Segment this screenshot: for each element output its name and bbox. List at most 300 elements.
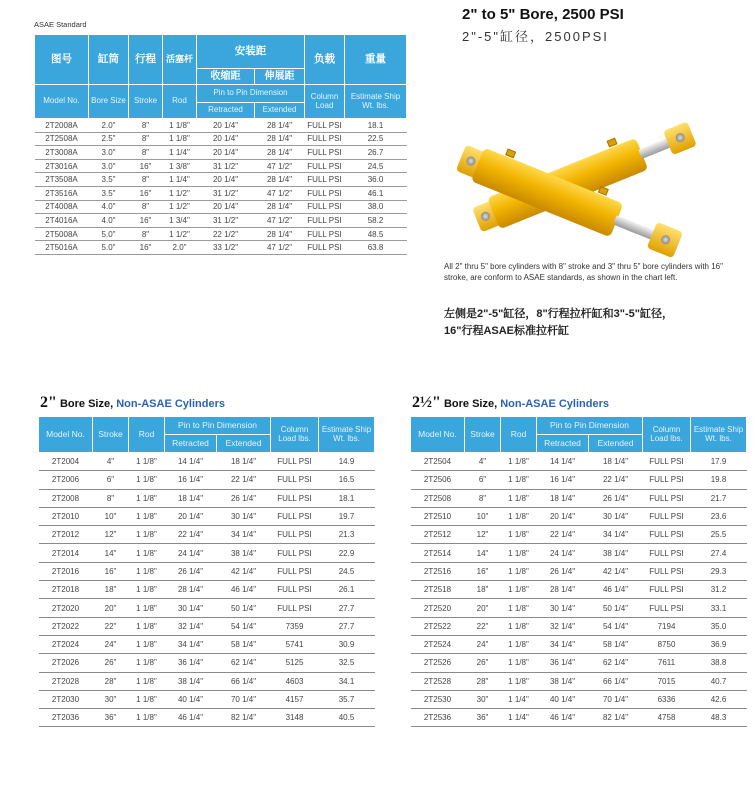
table2-cell: 2T2014 (39, 544, 93, 562)
asae-table-cell: 31 1/2" (197, 159, 255, 173)
asae-table-row (35, 200, 407, 214)
asae-table-cell: 46.1 (345, 186, 407, 200)
table2-row (39, 654, 375, 672)
asae-table-row (35, 132, 407, 146)
asae-table-cell: 20 1/4" (197, 146, 255, 160)
asae-table-cell: 1 1/2" (163, 227, 197, 241)
table3-row (411, 471, 747, 489)
table3-cell: 10" (465, 507, 501, 525)
table2-cell: 24 1/4" (165, 544, 217, 562)
asae-table-cell: 8" (129, 146, 163, 160)
asae-table-cell: 33 1/2" (197, 241, 255, 255)
asae-table-row (35, 186, 407, 200)
table3-header-pin-to-pin: Pin to Pin Dimension (537, 417, 643, 435)
table3-cell: 54 1/4" (589, 617, 643, 635)
table3-cell: 20" (465, 599, 501, 617)
table3-cell: 1 1/8" (501, 544, 537, 562)
asae-table-cell: 28 1/4" (255, 132, 305, 146)
table3-cell: 62 1/4" (589, 654, 643, 672)
table3-cell: 66 1/4" (589, 672, 643, 690)
table2-cell: 24" (93, 635, 129, 653)
asae-table-cell: FULL PSI (305, 146, 345, 160)
table3-cell: 1 1/8" (501, 489, 537, 507)
table2-cell: 1 1/8" (129, 489, 165, 507)
table3-cell: 2T2514 (411, 544, 465, 562)
table2-cell: 30.9 (319, 635, 375, 653)
table3-cell: 8750 (643, 635, 691, 653)
asae-table-cell: 24.5 (345, 159, 407, 173)
asae-table-cell: 2T4016A (35, 214, 89, 228)
asae-table-cell: 8" (129, 132, 163, 146)
table3-cell: FULL PSI (643, 453, 691, 471)
table2-cell: 10" (93, 507, 129, 525)
asae-table-cell: 28 1/4" (255, 227, 305, 241)
table3-cell: 1 1/8" (501, 672, 537, 690)
table3-header-rod: Rod (501, 417, 537, 453)
asae-table-cell: 47 1/2" (255, 214, 305, 228)
table2-cell: FULL PSI (271, 507, 319, 525)
table3-cell: 2T2512 (411, 526, 465, 544)
asae-table-cell: 5.0" (89, 227, 129, 241)
table2-header-pin-to-pin: Pin to Pin Dimension (165, 417, 271, 435)
asae-table (34, 34, 407, 255)
table3-sub-retracted: Retracted (537, 435, 589, 453)
table3-cell: 1 1/8" (501, 617, 537, 635)
asae-table-cell: 4.0" (89, 214, 129, 228)
table2-cell: FULL PSI (271, 544, 319, 562)
asae-table-cell: 2T2508A (35, 132, 89, 146)
table3-cell: 30 1/4" (537, 599, 589, 617)
table3-cell: 7611 (643, 654, 691, 672)
table2-cell: 16.5 (319, 471, 375, 489)
table2-cell: FULL PSI (271, 599, 319, 617)
table2-cell: FULL PSI (271, 581, 319, 599)
zh-header-stroke: 行程 (129, 35, 163, 85)
table2-cell: 66 1/4" (217, 672, 271, 690)
table3-header-ship-wt: Estimate Ship Wt. lbs. (691, 417, 747, 453)
en-header-bore: Bore Size (89, 85, 129, 119)
table2-cell: 2T2018 (39, 581, 93, 599)
asae-table-cell: 2T3516A (35, 186, 89, 200)
table2 (38, 416, 375, 727)
table2-cell: 30 1/4" (165, 599, 217, 617)
table3-cell: FULL PSI (643, 544, 691, 562)
asae-table-cell: 1 1/2" (163, 200, 197, 214)
table3-cell: 25.5 (691, 526, 747, 544)
table2-cell: 2T2026 (39, 654, 93, 672)
table3 (410, 416, 747, 727)
table3-cell: 30 1/4" (589, 507, 643, 525)
asae-table-cell: FULL PSI (305, 173, 345, 187)
asae-table-cell: 31 1/2" (197, 186, 255, 200)
table3-cell: 20 1/4" (537, 507, 589, 525)
table3-row (411, 489, 747, 507)
cylinder-illustration (440, 60, 740, 260)
asae-table-row (35, 227, 407, 241)
table2-cell: 28 1/4" (165, 581, 217, 599)
table2-cell: 36" (93, 709, 129, 727)
table2-cell: 2T2030 (39, 690, 93, 708)
table3-cell: 2T2526 (411, 654, 465, 672)
table2-cell: 1 1/8" (129, 507, 165, 525)
table3-cell: 1 1/8" (501, 654, 537, 672)
table3-cell: 14" (465, 544, 501, 562)
table2-cell: 82 1/4" (217, 709, 271, 727)
table3-cell: 7015 (643, 672, 691, 690)
table2-row (39, 672, 375, 690)
asae-table-cell: FULL PSI (305, 214, 345, 228)
asae-table-cell: 20 1/4" (197, 200, 255, 214)
asae-table-cell: 2T4008A (35, 200, 89, 214)
table2-cell: FULL PSI (271, 526, 319, 544)
table2-cell: 58 1/4" (217, 635, 271, 653)
table2-cell: FULL PSI (271, 453, 319, 471)
asae-table-cell: FULL PSI (305, 119, 345, 133)
table3-header-stroke: Stroke (465, 417, 501, 453)
asae-table-cell: 5.0" (89, 241, 129, 255)
table3-cell: 40 1/4" (537, 690, 589, 708)
asae-table-cell: FULL PSI (305, 241, 345, 255)
table3-cell: 36.9 (691, 635, 747, 653)
table3-cell: 2T2528 (411, 672, 465, 690)
table2-cell: 18 1/4" (165, 489, 217, 507)
table3-row (411, 581, 747, 599)
table3-cell: FULL PSI (643, 599, 691, 617)
table2-title (40, 394, 225, 412)
table2-cell: 18 1/4" (217, 453, 271, 471)
table3-cell: 50 1/4" (589, 599, 643, 617)
table3-cell: FULL PSI (643, 489, 691, 507)
table3-row (411, 526, 747, 544)
table2-cell: 2T2006 (39, 471, 93, 489)
asae-table-cell: 22.5 (345, 132, 407, 146)
table2-row (39, 544, 375, 562)
table3-cell: 40.7 (691, 672, 747, 690)
table3-cell: 82 1/4" (589, 709, 643, 727)
table2-cell: FULL PSI (271, 489, 319, 507)
table2-cell: 36 1/4" (165, 654, 217, 672)
table3-cell: 70 1/4" (589, 690, 643, 708)
table3-cell: 42 1/4" (589, 562, 643, 580)
table3-cell: 58 1/4" (589, 635, 643, 653)
table3-cell: 2T2530 (411, 690, 465, 708)
table3-cell: 26 1/4" (589, 489, 643, 507)
table3-cell: 1 1/4" (501, 709, 537, 727)
table2-row (39, 635, 375, 653)
zh-header-install: 安装距 (197, 35, 305, 69)
table2-cell: 27.7 (319, 617, 375, 635)
asae-table-cell: 63.8 (345, 241, 407, 255)
table2-cell: 16" (93, 562, 129, 580)
table2-cell: 14.9 (319, 453, 375, 471)
table3-cell: 26 1/4" (537, 562, 589, 580)
asae-table-cell: FULL PSI (305, 186, 345, 200)
table3-title-blue: Non-ASAE Cylinders (500, 398, 609, 410)
table2-cell: 1 1/8" (129, 635, 165, 653)
table2-row (39, 581, 375, 599)
table2-cell: 54 1/4" (217, 617, 271, 635)
table3-cell: 1 1/8" (501, 635, 537, 653)
table2-cell: 1 1/8" (129, 690, 165, 708)
table3-sub-extended: Extended (589, 435, 643, 453)
table2-cell: 2T2020 (39, 599, 93, 617)
table2-row (39, 599, 375, 617)
table3-cell: 6336 (643, 690, 691, 708)
zh-header-bore: 缸筒 (89, 35, 129, 85)
table2-row (39, 453, 375, 471)
table2-cell: 32 1/4" (165, 617, 217, 635)
table3-cell: 2T2524 (411, 635, 465, 653)
table3-cell: 6" (465, 471, 501, 489)
asae-table-cell: 8" (129, 173, 163, 187)
table3-cell: 31.2 (691, 581, 747, 599)
table2-cell: 26 1/4" (165, 562, 217, 580)
table2-cell: 2T2010 (39, 507, 93, 525)
asae-table-cell: 26.7 (345, 146, 407, 160)
asae-table-cell: 1 3/8" (163, 159, 197, 173)
asae-table-cell: 16" (129, 214, 163, 228)
asae-table-cell: 1 1/4" (163, 173, 197, 187)
table3-cell: 23.6 (691, 507, 747, 525)
en-header-column-load: Column Load (305, 85, 345, 119)
table2-cell: 38 1/4" (217, 544, 271, 562)
table2-cell: 34 1/4" (165, 635, 217, 653)
table3-cell: 19.8 (691, 471, 747, 489)
table2-header-model: Model No. (39, 417, 93, 453)
table2-cell: 1 1/8" (129, 544, 165, 562)
table2-cell: 32.5 (319, 654, 375, 672)
table3-cell: 8" (465, 489, 501, 507)
table2-title-size: 2" (40, 394, 57, 411)
table2-cell: FULL PSI (271, 471, 319, 489)
table2-cell: 4603 (271, 672, 319, 690)
zh-header-model: 图号 (35, 35, 89, 85)
table3-cell: 18 1/4" (589, 453, 643, 471)
zh-header-rod: 活塞杆 (163, 35, 197, 85)
table2-cell: 46 1/4" (165, 709, 217, 727)
table2-row (39, 507, 375, 525)
table3-cell: 2T2504 (411, 453, 465, 471)
table3-cell: FULL PSI (643, 507, 691, 525)
table2-cell: 2T2008 (39, 489, 93, 507)
description-zh-line-1: 左侧是2"-5"缸径，8"行程拉杆缸和3"-5"缸径， (444, 308, 673, 320)
table3-cell: 18" (465, 581, 501, 599)
table2-cell: 1 1/8" (129, 471, 165, 489)
table2-cell: 40 1/4" (165, 690, 217, 708)
asae-table-cell: 58.2 (345, 214, 407, 228)
table3-row (411, 617, 747, 635)
table3-cell: 12" (465, 526, 501, 544)
table3-cell: 1 1/8" (501, 471, 537, 489)
asae-table-cell: 16" (129, 241, 163, 255)
table2-cell: 2T2012 (39, 526, 93, 544)
table2-cell: 4" (93, 453, 129, 471)
table3-cell: 42.6 (691, 690, 747, 708)
asae-table-cell: 28 1/4" (255, 119, 305, 133)
table2-sub-extended: Extended (217, 435, 271, 453)
asae-table-cell: 3.0" (89, 146, 129, 160)
table2-title-blue: Non-ASAE Cylinders (116, 398, 225, 410)
en-sub-extended: Extended (255, 103, 305, 119)
asae-table-cell: 8" (129, 119, 163, 133)
table3-cell: 2T2510 (411, 507, 465, 525)
table3-cell: 34 1/4" (589, 526, 643, 544)
table3-cell: 22" (465, 617, 501, 635)
table2-cell: 22 1/4" (165, 526, 217, 544)
table3-cell: 18 1/4" (537, 489, 589, 507)
asae-table-cell: 20 1/4" (197, 119, 255, 133)
table2-cell: 42 1/4" (217, 562, 271, 580)
asae-table-cell: 2T3016A (35, 159, 89, 173)
table3-cell: FULL PSI (643, 581, 691, 599)
asae-table-cell: 2T5016A (35, 241, 89, 255)
table2-cell: 2T2022 (39, 617, 93, 635)
table3-cell: 2T2536 (411, 709, 465, 727)
table2-cell: 30 1/4" (217, 507, 271, 525)
zh-header-load: 负载 (305, 35, 345, 85)
table2-cell: 19.7 (319, 507, 375, 525)
asae-table-cell: 8" (129, 200, 163, 214)
asae-table-cell: 28 1/4" (255, 200, 305, 214)
table2-cell: 21.3 (319, 526, 375, 544)
table2-cell: 18" (93, 581, 129, 599)
asae-table-cell: 3.0" (89, 159, 129, 173)
table3-row (411, 507, 747, 525)
table3-cell: 24" (465, 635, 501, 653)
table3-cell: 2T2518 (411, 581, 465, 599)
zh-header-weight: 重量 (345, 35, 407, 85)
asae-table-cell: 1 1/4" (163, 146, 197, 160)
table2-cell: 18.1 (319, 489, 375, 507)
table3-header-model: Model No. (411, 417, 465, 453)
table2-cell: 2T2016 (39, 562, 93, 580)
asae-table-cell: 2T5008A (35, 227, 89, 241)
table2-row (39, 690, 375, 708)
table2-cell: 28" (93, 672, 129, 690)
table2-cell: 22" (93, 617, 129, 635)
asae-table-cell: 22 1/2" (197, 227, 255, 241)
table2-cell: 30" (93, 690, 129, 708)
table2-row (39, 489, 375, 507)
asae-table-cell: 28 1/4" (255, 146, 305, 160)
table3-cell: 28 1/4" (537, 581, 589, 599)
table3-row (411, 635, 747, 653)
asae-table-cell: 47 1/2" (255, 186, 305, 200)
asae-table-cell: 2T2008A (35, 119, 89, 133)
asae-table-cell: 2.5" (89, 132, 129, 146)
table3-cell: 16" (465, 562, 501, 580)
table3-title-mid: Bore Size, (440, 398, 501, 410)
en-header-stroke: Stroke (129, 85, 163, 119)
asae-table-cell: 16" (129, 186, 163, 200)
table2-cell: 24.5 (319, 562, 375, 580)
table2-cell: 1 1/8" (129, 654, 165, 672)
table3-cell: 2T2520 (411, 599, 465, 617)
table3-cell: 35.0 (691, 617, 747, 635)
asae-table-cell: 28 1/4" (255, 173, 305, 187)
table3-row (411, 544, 747, 562)
asae-table-row (35, 146, 407, 160)
table3-cell: FULL PSI (643, 526, 691, 544)
table2-row (39, 562, 375, 580)
table3-header-column-load: Column Load lbs. (643, 417, 691, 453)
table2-cell: 8" (93, 489, 129, 507)
table3-cell: 38.8 (691, 654, 747, 672)
table2-cell: 20 1/4" (165, 507, 217, 525)
table2-cell: 4157 (271, 690, 319, 708)
asae-table-cell: 47 1/2" (255, 159, 305, 173)
table3-cell: 2T2522 (411, 617, 465, 635)
en-header-rod: Rod (163, 85, 197, 119)
table2-cell: 26" (93, 654, 129, 672)
description-zh-line-2: 16"行程ASAE标准拉杆缸 (444, 325, 570, 338)
asae-table-row (35, 173, 407, 187)
table2-cell: 62 1/4" (217, 654, 271, 672)
table3-cell: 24 1/4" (537, 544, 589, 562)
table2-cell: 2T2004 (39, 453, 93, 471)
table2-cell: 5741 (271, 635, 319, 653)
table2-cell: 40.5 (319, 709, 375, 727)
table3-cell: 46 1/4" (537, 709, 589, 727)
table2-cell: 35.7 (319, 690, 375, 708)
zh-sub-extended: 伸展距 (255, 69, 305, 85)
table3-cell: 46 1/4" (589, 581, 643, 599)
table2-cell: 38 1/4" (165, 672, 217, 690)
table2-row (39, 526, 375, 544)
table3-cell: 1 1/8" (501, 526, 537, 544)
table2-cell: 1 1/8" (129, 599, 165, 617)
table2-row (39, 471, 375, 489)
table2-cell: 46 1/4" (217, 581, 271, 599)
table2-cell: 2T2036 (39, 709, 93, 727)
table3-row (411, 709, 747, 727)
zh-sub-retracted: 收缩距 (197, 69, 255, 85)
asae-table-cell: FULL PSI (305, 159, 345, 173)
table3-cell: 36 1/4" (537, 654, 589, 672)
asae-table-cell: 20 1/4" (197, 173, 255, 187)
asae-table-cell: 48.5 (345, 227, 407, 241)
table3-cell: 4" (465, 453, 501, 471)
table3-cell: 2T2516 (411, 562, 465, 580)
table3-row (411, 690, 747, 708)
table2-cell: 2T2028 (39, 672, 93, 690)
table2-cell: 1 1/8" (129, 709, 165, 727)
table2-cell: 1 1/8" (129, 526, 165, 544)
asae-table-cell: 8" (129, 227, 163, 241)
table3-cell: 26" (465, 654, 501, 672)
asae-table-cell: 20 1/4" (197, 132, 255, 146)
table2-cell: 26.1 (319, 581, 375, 599)
table2-cell: 22 1/4" (217, 471, 271, 489)
table3-cell: 29.3 (691, 562, 747, 580)
table3-cell: 1 1/8" (501, 599, 537, 617)
table2-cell: 22.9 (319, 544, 375, 562)
page-title: 2" to 5" Bore, 2500 PSI (462, 6, 624, 23)
table3-cell: 28" (465, 672, 501, 690)
table2-row (39, 617, 375, 635)
asae-table-row (35, 119, 407, 133)
en-sub-retracted: Retracted (197, 103, 255, 119)
asae-table-cell: 3.5" (89, 173, 129, 187)
asae-table-cell: 2.0" (163, 241, 197, 255)
table3-row (411, 562, 747, 580)
table3-row (411, 453, 747, 471)
table2-cell: 34.1 (319, 672, 375, 690)
table3-cell: 1 1/8" (501, 562, 537, 580)
asae-table-cell: 38.0 (345, 200, 407, 214)
table2-header-rod: Rod (129, 417, 165, 453)
table2-cell: FULL PSI (271, 562, 319, 580)
